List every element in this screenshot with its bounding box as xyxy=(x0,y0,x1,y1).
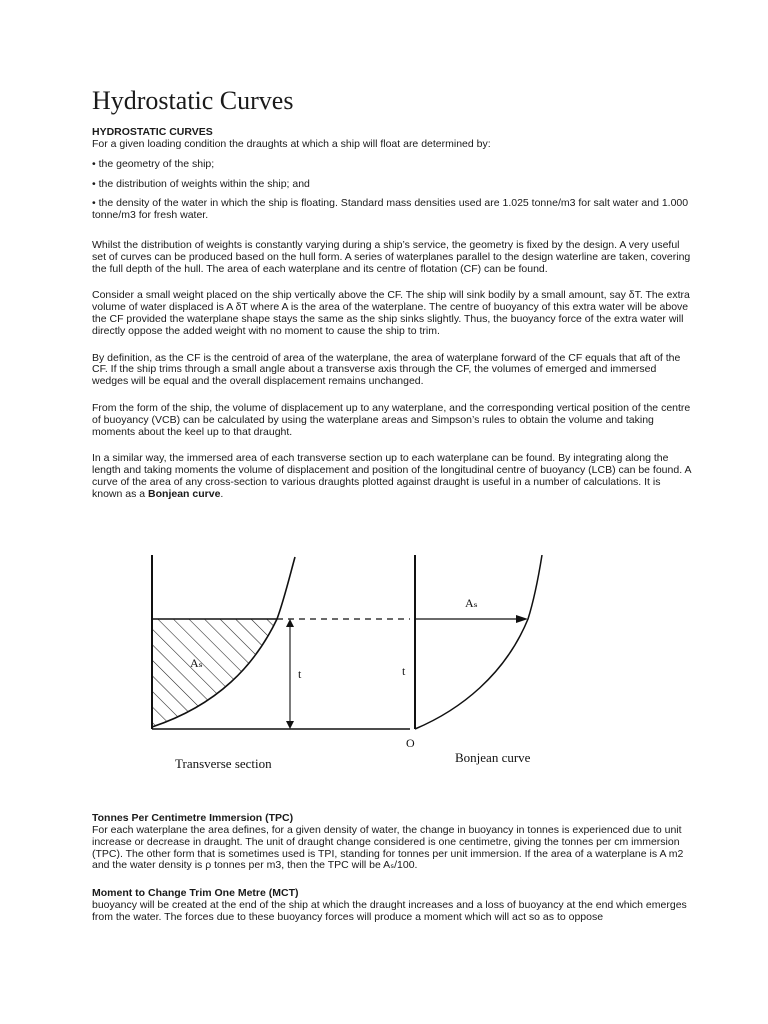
area-label-left: Aₛ xyxy=(190,656,203,670)
mct-section xyxy=(92,887,692,924)
caption-bonjean-curve: Bonjean curve xyxy=(455,750,531,765)
document-body xyxy=(92,84,692,516)
bonjean-curve-line xyxy=(415,555,542,729)
bonjean-text: In a similar way, the immersed area of each transverse section up to each waterplane can be found. By integrating along the length and taking moments the volume of displacement and position of the longitudinal centre of buoyancy (LCB) can be found. A curve of the area of any cross-section to various draughts plotted against draught is useful in a number of calculations. It is known as a xyxy=(92,452,691,500)
draught-arrow-top xyxy=(286,619,294,627)
bonjean-diagram xyxy=(140,555,560,780)
bullet-weights: • the distribution of weights within the ship; and xyxy=(92,177,310,190)
section-heading: HYDROSTATIC CURVES xyxy=(92,126,213,138)
page-title: Hydrostatic Curves xyxy=(92,86,294,115)
intro-paragraph: For a given loading condition the draughts at which a ship will float are determined by: xyxy=(92,138,491,150)
bonjean-term: Bonjean curve xyxy=(148,487,221,500)
origin-label: O xyxy=(406,736,415,750)
draught-label-right: t xyxy=(402,664,406,678)
paragraph-small-weight: Consider a small weight placed on the ship vertically above the CF. The ship will sink bodily by a small amount, say δT. The extra volume of water displaced is A δT where A is the area of the waterplane. The centre of buoyancy of this extra water will be above the CF provided the waterplane shape stays the same as the ship sinks slightly. Thus, the buoyancy force of the extra water will directly oppose the added weight with no moment to cause the ship to trim. xyxy=(92,289,690,337)
paragraph-cf-definition: By definition, as the CF is the centroid of area of the waterplane, the area of waterplane forward of the CF equals that aft of the CF. If the ship trims through a small angle about a transverse axis through the CF, the volumes of emerged and immersed wedges will be equal and the overall displacement remains unchanged. xyxy=(92,351,681,388)
tpc-section xyxy=(92,812,692,872)
draught-label-left: t xyxy=(298,667,302,681)
caption-transverse-section: Transverse section xyxy=(175,756,272,771)
mct-heading: Moment to Change Trim One Metre (MCT) xyxy=(92,887,299,899)
mct-paragraph: buoyancy will be created at the end of the ship at which the draught increases and a loss of buoyancy at the end which emerges from the water. The forces due to these buoyancy forces will produce a moment which will act so as to oppose xyxy=(92,899,687,923)
area-label-right: Aₛ xyxy=(465,596,478,610)
bonjean-figure xyxy=(140,555,560,780)
tpc-heading: Tonnes Per Centimetre Immersion (TPC) xyxy=(92,812,294,824)
bullet-geometry: • the geometry of the ship; xyxy=(92,157,215,170)
immersed-area-hatch xyxy=(152,619,287,729)
draught-arrow-bottom xyxy=(286,721,294,729)
paragraph-geometry-fixed: Whilst the distribution of weights is constantly varying during a ship’s service, the geometry is fixed by the design. A very useful set of curves can be produced based on the hull form. A series of waterplanes parallel to the design waterline are taken, covering the full depth of the hull. The area of each waterplane and its centre of flotation (CF) can be found. xyxy=(92,238,691,275)
bonjean-end: . xyxy=(220,487,224,500)
paragraph-displacement-volume: From the form of the ship, the volume of displacement up to any waterplane, and the corresponding vertical position of the centre of buoyancy (VCB) can be calculated by using the waterplane areas and Simpson’s rules to obtain the volume and taking moments about the keel up to that draught. xyxy=(92,401,691,438)
tpc-paragraph: For each waterplane the area defines, for a given density of water, the change in buoyancy in tonnes is experienced due to unit increase or decrease in draught. The unit of draught change considered is one centimetre, giving the tonnes per cm immersion (TPC). The other form that is sometimes used is TPI, standing for tonnes per unit immersion. If the area of a waterplane is A m2 and the water density is ρ tonnes per m3, then the TPC will be Aₛ/100. xyxy=(92,824,684,872)
bullet-density: • the density of the water in which the ship is floating. Standard mass densities used are 1.025 tonne/m3 for salt water and 1.000 tonne/m3 for fresh water. xyxy=(92,197,689,222)
paragraph-bonjean xyxy=(92,453,692,500)
